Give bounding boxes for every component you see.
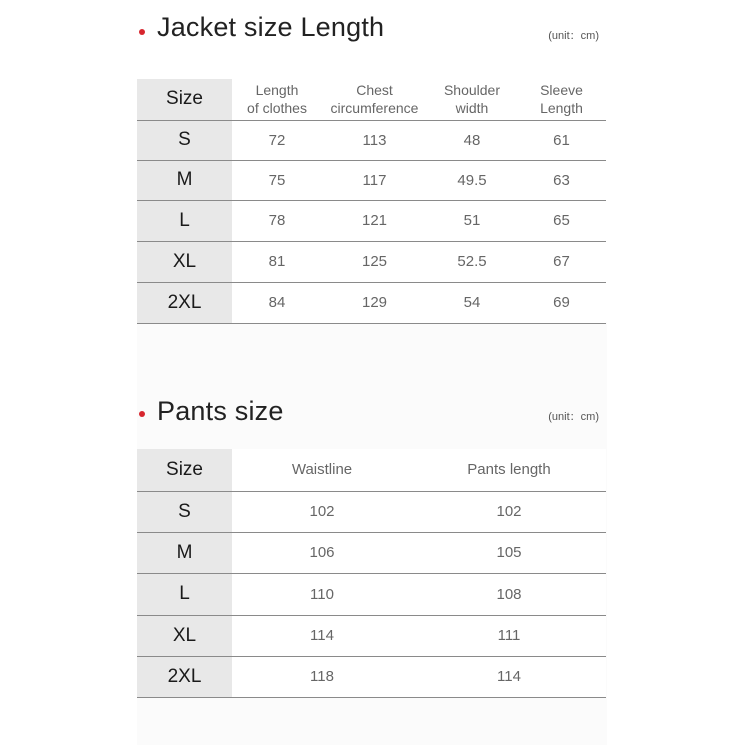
size-cell: L <box>137 200 232 241</box>
length-cell: 81 <box>232 241 322 282</box>
jacket-header-row <box>137 79 606 120</box>
sleeve-cell: 69 <box>517 282 606 323</box>
table-row <box>137 573 606 615</box>
jacket-header-chest <box>322 79 427 120</box>
jacket-header-sleeve-line2: Length <box>540 100 583 117</box>
length-cell: 84 <box>232 282 322 323</box>
jacket-header-size: Size <box>137 79 232 120</box>
chest-cell: 129 <box>322 282 427 323</box>
length-cell: 78 <box>232 200 322 241</box>
pants-length-cell: 102 <box>412 491 606 532</box>
pants-unit-label: (unit：cm) <box>548 411 599 423</box>
size-cell: M <box>137 532 232 573</box>
pants-length-cell: 105 <box>412 532 606 573</box>
pants-length-cell: 108 <box>412 573 606 615</box>
jacket-unit-label: (unit：cm) <box>548 30 599 42</box>
waist-cell: 118 <box>232 656 412 697</box>
length-cell: 75 <box>232 160 322 200</box>
size-cell: M <box>137 160 232 200</box>
waist-cell: 110 <box>232 573 412 615</box>
pants-title-row <box>137 396 607 436</box>
size-cell: XL <box>137 615 232 656</box>
shoulder-cell: 49.5 <box>427 160 517 200</box>
chest-cell: 125 <box>322 241 427 282</box>
shoulder-cell: 51 <box>427 200 517 241</box>
table-row <box>137 282 606 323</box>
waist-cell: 106 <box>232 532 412 573</box>
size-cell: S <box>137 120 232 160</box>
pants-length-cell: 114 <box>412 656 606 697</box>
bullet-dot-icon <box>139 411 145 417</box>
sleeve-cell: 61 <box>517 120 606 160</box>
jacket-title-row <box>137 12 607 52</box>
jacket-header-sleeve-line1: Sleeve <box>540 82 583 99</box>
shoulder-cell: 54 <box>427 282 517 323</box>
pants-length-cell: 111 <box>412 615 606 656</box>
jacket-header-shoulder <box>427 79 517 120</box>
size-cell: S <box>137 491 232 532</box>
jacket-header-shoulder-line2: width <box>455 100 489 117</box>
jacket-header-shoulder-line1: Shoulder <box>443 82 501 99</box>
shoulder-cell: 52.5 <box>427 241 517 282</box>
chest-cell: 117 <box>322 160 427 200</box>
sleeve-cell: 63 <box>517 160 606 200</box>
jacket-header-sleeve <box>517 79 606 120</box>
table-row <box>137 120 606 160</box>
table-row <box>137 200 606 241</box>
waist-cell: 102 <box>232 491 412 532</box>
pants-header-waist: Waistline <box>232 449 412 491</box>
table-row <box>137 532 606 573</box>
pants-title: Pants size <box>157 396 284 426</box>
shoulder-cell: 48 <box>427 120 517 160</box>
pants-size-table <box>137 449 606 698</box>
pants-header-size: Size <box>137 449 232 491</box>
size-cell: 2XL <box>137 656 232 697</box>
jacket-title: Jacket size Length <box>157 12 385 42</box>
bullet-dot-icon <box>139 29 145 35</box>
jacket-header-chest-line2: circumference <box>330 100 419 117</box>
sleeve-cell: 65 <box>517 200 606 241</box>
table-row <box>137 491 606 532</box>
jacket-size-table <box>137 79 606 324</box>
sleeve-cell: 67 <box>517 241 606 282</box>
size-cell: L <box>137 573 232 615</box>
pants-header-row <box>137 449 606 491</box>
jacket-header-length <box>232 79 322 120</box>
chest-cell: 113 <box>322 120 427 160</box>
pants-header-length: Pants length <box>412 449 606 491</box>
table-row <box>137 615 606 656</box>
table-row <box>137 241 606 282</box>
table-row <box>137 160 606 200</box>
jacket-header-length-line1: Length <box>255 82 299 99</box>
size-cell: XL <box>137 241 232 282</box>
jacket-header-length-line2: of clothes <box>247 100 307 117</box>
table-row <box>137 656 606 697</box>
size-cell: 2XL <box>137 282 232 323</box>
length-cell: 72 <box>232 120 322 160</box>
waist-cell: 114 <box>232 615 412 656</box>
chest-cell: 121 <box>322 200 427 241</box>
jacket-header-chest-line1: Chest <box>356 82 393 99</box>
